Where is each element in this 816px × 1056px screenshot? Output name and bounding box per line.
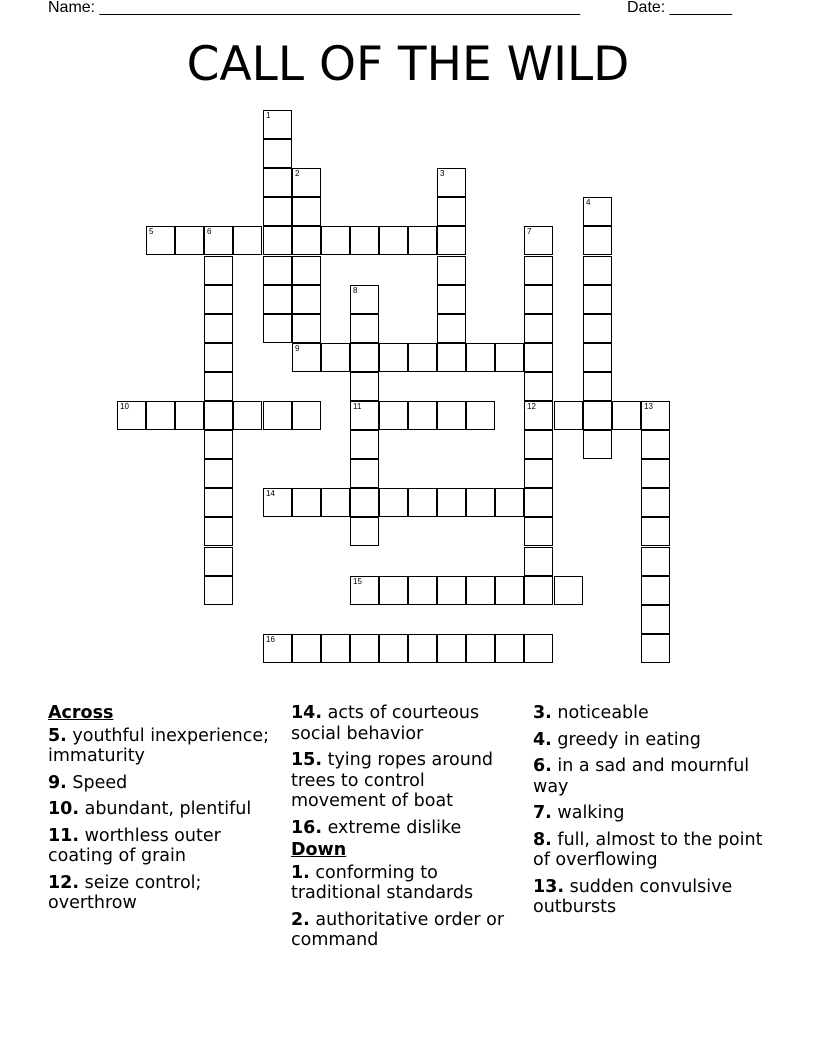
grid-cell[interactable] <box>437 314 466 343</box>
across-heading: Across <box>48 703 114 723</box>
grid-cell[interactable] <box>263 197 292 226</box>
clue-across-16: 16. extreme dislike <box>291 817 462 838</box>
grid-cell[interactable] <box>204 459 233 488</box>
grid-cell[interactable] <box>524 256 553 285</box>
grid-cell[interactable] <box>437 401 466 430</box>
clue-number: 6 <box>207 227 212 236</box>
clue-across-5: 5. youthful inexperience; immaturity <box>48 725 270 766</box>
grid-cell[interactable] <box>263 168 292 197</box>
grid-cell[interactable] <box>524 285 553 314</box>
grid-cell[interactable] <box>263 401 292 430</box>
puzzle-title: CALL OF THE WILD <box>186 37 630 92</box>
grid-cell[interactable] <box>204 226 233 255</box>
grid-cell[interactable] <box>350 430 379 459</box>
grid-cell[interactable] <box>350 314 379 343</box>
grid-cell[interactable] <box>175 401 204 430</box>
grid-cell[interactable] <box>350 576 379 605</box>
clue-across-14: 14. acts of courteous social behavior <box>291 703 480 744</box>
clue-down-6: 6. in a sad and mournful way <box>533 756 750 797</box>
grid-cell[interactable] <box>437 226 466 255</box>
grid-cell[interactable] <box>350 517 379 546</box>
grid-cell[interactable] <box>524 576 553 605</box>
grid-cell[interactable] <box>233 226 262 255</box>
date-field[interactable]: Date: _______ <box>627 0 732 16</box>
grid-cell[interactable] <box>641 605 670 634</box>
grid-cell[interactable] <box>321 343 350 372</box>
clue-across-10: 10. abundant, plentiful <box>48 799 252 819</box>
grid-cell[interactable] <box>204 576 233 605</box>
clue-down-8: 8. full, almost to the point of overflowing <box>533 829 763 870</box>
grid-cell[interactable] <box>408 576 437 605</box>
grid-cell[interactable] <box>408 343 437 372</box>
grid-cell[interactable] <box>437 256 466 285</box>
grid-cell[interactable] <box>437 197 466 226</box>
grid-cell[interactable] <box>466 576 495 605</box>
grid-cell[interactable] <box>263 226 292 255</box>
grid-cell[interactable] <box>408 401 437 430</box>
grid-cell[interactable] <box>146 226 175 255</box>
grid-cell[interactable] <box>583 197 612 226</box>
grid-cell[interactable] <box>292 314 321 343</box>
clue-number: 12 <box>527 402 536 411</box>
clue-number: 15 <box>353 577 362 586</box>
clue-down-2: 2. authoritative order or command <box>291 909 505 950</box>
grid-cell[interactable] <box>292 226 321 255</box>
clue-number: 5 <box>149 227 154 236</box>
grid-cell[interactable] <box>583 372 612 401</box>
clue-number: 4 <box>586 198 591 207</box>
grid-cell[interactable] <box>263 488 292 517</box>
grid-cell[interactable] <box>204 314 233 343</box>
grid-cell[interactable] <box>524 226 553 255</box>
clue-down-1: 1. conforming to traditional standards <box>291 862 474 903</box>
clue-number: 8 <box>353 286 358 295</box>
grid-cell[interactable] <box>554 401 583 430</box>
grid-cell[interactable] <box>641 634 670 663</box>
grid-cell[interactable] <box>583 401 612 430</box>
grid-cell[interactable] <box>204 430 233 459</box>
grid-cell[interactable] <box>350 634 379 663</box>
grid-cell[interactable] <box>437 488 466 517</box>
clue-number: 7 <box>527 227 532 236</box>
grid-cell[interactable] <box>263 285 292 314</box>
grid-cell[interactable] <box>524 401 553 430</box>
grid-cell[interactable] <box>204 343 233 372</box>
grid-cell[interactable] <box>292 634 321 663</box>
grid-cell[interactable] <box>524 634 553 663</box>
grid-cell[interactable] <box>495 634 524 663</box>
grid-cell[interactable] <box>524 372 553 401</box>
grid-cell[interactable] <box>554 576 583 605</box>
grid-cell[interactable] <box>263 634 292 663</box>
grid-cell[interactable] <box>292 168 321 197</box>
grid-cell[interactable] <box>583 343 612 372</box>
grid-cell[interactable] <box>583 226 612 255</box>
grid-cell[interactable] <box>583 430 612 459</box>
grid-cell[interactable] <box>263 256 292 285</box>
grid-cell[interactable] <box>117 401 146 430</box>
grid-cell[interactable] <box>641 459 670 488</box>
grid-cell[interactable] <box>292 401 321 430</box>
grid-cell[interactable] <box>466 488 495 517</box>
grid-cell[interactable] <box>321 634 350 663</box>
clue-number: 14 <box>266 489 275 498</box>
grid-cell[interactable] <box>437 576 466 605</box>
grid-cell[interactable] <box>204 547 233 576</box>
grid-cell[interactable] <box>524 488 553 517</box>
grid-cell[interactable] <box>292 197 321 226</box>
grid-cell[interactable] <box>524 547 553 576</box>
grid-cell[interactable] <box>292 285 321 314</box>
grid-cell[interactable] <box>350 343 379 372</box>
clue-number: 13 <box>644 402 653 411</box>
grid-cell[interactable] <box>408 226 437 255</box>
clue-across-9: 9. Speed <box>48 772 128 793</box>
grid-cell[interactable] <box>350 401 379 430</box>
grid-cell[interactable] <box>350 285 379 314</box>
grid-cell[interactable] <box>204 372 233 401</box>
grid-cell[interactable] <box>437 634 466 663</box>
grid-cell[interactable] <box>495 488 524 517</box>
clue-number: 10 <box>120 402 129 411</box>
grid-cell[interactable] <box>350 372 379 401</box>
grid-cell[interactable] <box>292 343 321 372</box>
clue-number: 11 <box>353 402 362 411</box>
grid-cell[interactable] <box>204 517 233 546</box>
grid-cell[interactable] <box>350 226 379 255</box>
grid-cell[interactable] <box>641 576 670 605</box>
grid-cell[interactable] <box>408 634 437 663</box>
grid-cell[interactable] <box>292 488 321 517</box>
grid-cell[interactable] <box>495 343 524 372</box>
grid-cell[interactable] <box>379 401 408 430</box>
grid-cell[interactable] <box>495 576 524 605</box>
grid-cell[interactable] <box>350 459 379 488</box>
down-heading: Down <box>291 840 347 860</box>
clue-across-12: 12. seize control; overthrow <box>48 872 202 913</box>
clue-number: 16 <box>266 635 275 644</box>
name-field[interactable]: Name: ______________________________________________________ <box>48 0 581 16</box>
clues-column-1 <box>48 703 280 920</box>
grid-cell[interactable] <box>524 430 553 459</box>
grid-cell[interactable] <box>408 488 437 517</box>
clue-number: 2 <box>295 169 300 178</box>
grid-cell[interactable] <box>292 256 321 285</box>
clue-down-3: 3. noticeable <box>533 703 649 723</box>
grid-cell[interactable] <box>204 401 233 430</box>
grid-cell[interactable] <box>379 576 408 605</box>
grid-cell[interactable] <box>466 401 495 430</box>
clue-number: 1 <box>266 111 271 120</box>
grid-cell[interactable] <box>233 401 262 430</box>
clue-down-13: 13. sudden convulsive outbursts <box>533 876 733 917</box>
grid-cell[interactable] <box>379 343 408 372</box>
grid-cell[interactable] <box>641 401 670 430</box>
clue-number: 3 <box>440 169 445 178</box>
grid-cell[interactable] <box>466 634 495 663</box>
grid-cell[interactable] <box>641 547 670 576</box>
grid-cell[interactable] <box>466 343 495 372</box>
grid-cell[interactable] <box>612 401 641 430</box>
grid-cell[interactable] <box>350 488 379 517</box>
clue-across-15: 15. tying ropes around trees to control movement of boat <box>291 750 494 811</box>
grid-cell[interactable] <box>437 285 466 314</box>
grid-cell[interactable] <box>321 226 350 255</box>
grid-cell[interactable] <box>204 256 233 285</box>
grid-cell[interactable] <box>583 256 612 285</box>
clue-across-11: 11. worthless outer coating of grain <box>48 825 221 866</box>
grid-cell[interactable] <box>175 226 204 255</box>
grid-cell[interactable] <box>524 459 553 488</box>
grid-cell[interactable] <box>204 285 233 314</box>
clue-down-7: 7. walking <box>533 803 625 823</box>
grid-cell[interactable] <box>641 488 670 517</box>
grid-cell[interactable] <box>379 488 408 517</box>
grid-cell[interactable] <box>321 488 350 517</box>
clue-number: 9 <box>295 344 300 353</box>
grid-cell[interactable] <box>263 110 292 139</box>
clue-down-4: 4. greedy in eating <box>533 729 701 750</box>
grid-cell[interactable] <box>437 168 466 197</box>
grid-cell[interactable] <box>524 517 553 546</box>
grid-cell[interactable] <box>641 430 670 459</box>
grid-cell[interactable] <box>524 343 553 372</box>
grid-cell[interactable] <box>583 285 612 314</box>
clues-column-3 <box>533 703 765 924</box>
grid-cell[interactable] <box>583 314 612 343</box>
grid-cell[interactable] <box>641 517 670 546</box>
grid-cell[interactable] <box>379 226 408 255</box>
grid-cell[interactable] <box>524 314 553 343</box>
grid-cell[interactable] <box>379 634 408 663</box>
grid-cell[interactable] <box>263 314 292 343</box>
grid-cell[interactable] <box>204 488 233 517</box>
grid-cell[interactable] <box>263 139 292 168</box>
grid-cell[interactable] <box>146 401 175 430</box>
grid-cell[interactable] <box>437 343 466 372</box>
clues-column-2 <box>291 703 523 957</box>
